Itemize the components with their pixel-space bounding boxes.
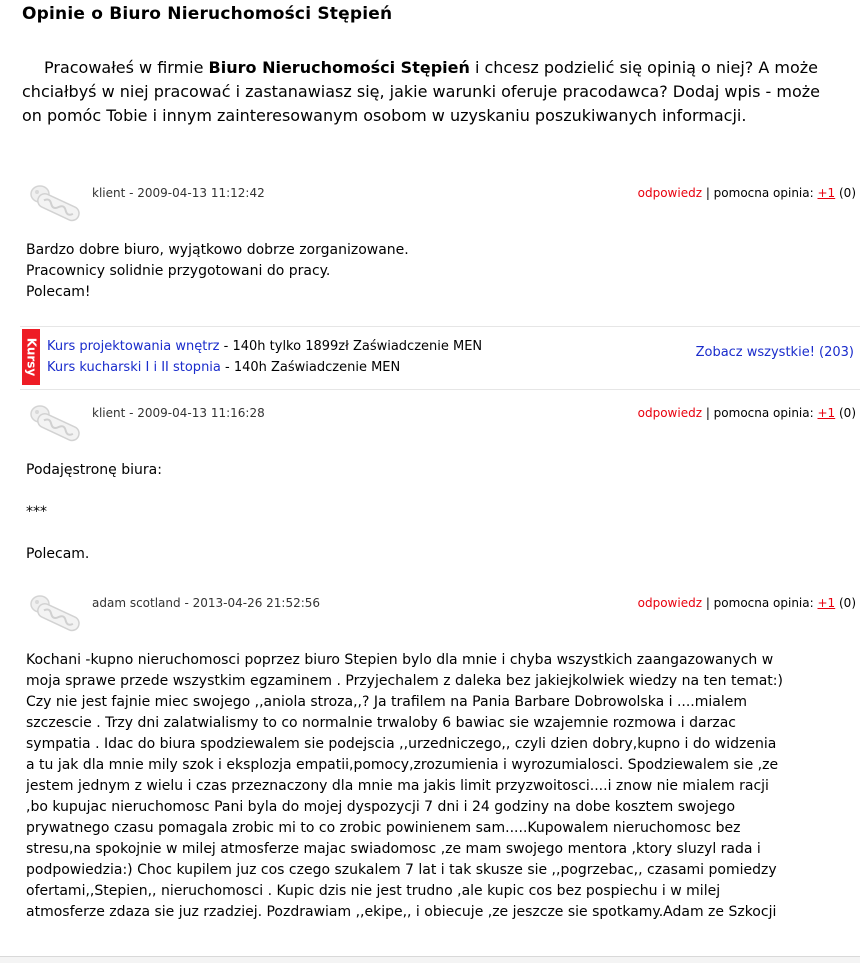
- vote-count: (0): [835, 186, 856, 200]
- upvote-link[interactable]: +1: [817, 406, 836, 420]
- post-text-line: ***: [26, 504, 47, 520]
- post-actions: [638, 186, 856, 200]
- vote-count: (0): [835, 406, 856, 420]
- ad-course-link[interactable]: Kurs kucharski I i II stopnia: [47, 360, 221, 375]
- post-header: [0, 402, 860, 450]
- post-actions: [638, 596, 856, 610]
- intro-before: Pracowałeś w firmie: [44, 58, 209, 77]
- post-text-line: Bardzo dobre biuro, wyjątkowo dobrze zorganizowane.: [26, 242, 409, 258]
- post-body: [26, 650, 786, 956]
- helpful-label: pomocna opinia:: [713, 406, 818, 420]
- post-text-line: Pracownicy solidnie przygotowani do pracy.: [26, 263, 331, 279]
- post-text-line: Kochani -kupno nieruchomosci poprzez biuro Stepien bylo dla mnie i chyba wszystkich zaangazowanych w moja sprawe przede wszystkim egzaminem . Przyjechalem z daleka bez jakiejkolwiek wiedzy na ten temat:) Czy nie jest fajnie miec swojego ,,aniola stroza,,? Ja trafilem na Pania Barbare Dobrowolska i ....mialem szczescie . Trzy dni zalatwialismy to co normalnie trwaloby 6 bawiac sie wzajemnie rozmowa i darzac sympatia . Idac do biura spodziewalem sie podejscia ,,urzedniczego,, czyli dzien dobry,kupno i do widzenia a tu jak dla mnie mily szok i eksplozja empatii,pomocy,zrozumienia i wyrozumialosci. Spodziewalem sie ,ze jestem jednym z wielu i czas przeznaczony dla mnie ma jakis limit przyzwoitosci....i znow nie mialem racji ,bo kupujac nieruchomosc Pani byla do mojej dyspozycji 7 dni i 24 godziny na dobe kosztem swojego prywatnego czasu pomagala zrobic mi to co zrobic powinienem sam.....Kupowalem nieruchomosc bez stresu,na spokojnie w milej atmosferze majac swiadomosc ,ze mam swojego mentora ,ktory sluzyl rada i podpowiedzia:) Choc kupilem juz cos czego szukalem 7 lat i tak skusze sie ,,pogrzebac,, czasami pomiedzy ofertami,,Stepien,, nieruchomosci . Kupic dzis nie jest trudno ,ale kupic cos bez pospiechu i w milej atmosferze zdaza sie juz rzadziej. Pozdrawiam ,,ekipe,, i obiecuje ,ze jeszcze sie spotkamy.Adam ze Szkocji: [26, 652, 783, 920]
- intro-company-name: Biuro Nieruchomości Stępień: [208, 58, 470, 77]
- reply-link[interactable]: odpowiedz: [637, 186, 702, 200]
- separator: |: [702, 186, 714, 200]
- intro-after: i chcesz podzielić się opinią o niej? A może chciałbyś w niej pracować i zastanawiasz się, jakie warunki oferuje pracodawca? Dodaj wpis - może on pomóc Tobie i innym zainteresowanym osobom w uzyskaniu poszukiwanych informacji.: [22, 58, 820, 125]
- reply-link[interactable]: odpowiedz: [637, 596, 702, 610]
- post-actions: [638, 406, 856, 420]
- anonymous-avatar-icon: [26, 402, 84, 446]
- post-author-date: adam scotland - 2013-04-26 21:52:56: [92, 596, 321, 610]
- post-header: [0, 592, 860, 640]
- upvote-link[interactable]: +1: [817, 186, 836, 200]
- post-body: [26, 460, 826, 565]
- window-bottom-edge: [0, 956, 860, 963]
- see-all-courses-link[interactable]: Zobacz wszystkie! (203): [695, 345, 854, 360]
- ad-line: [47, 360, 400, 375]
- anonymous-avatar-icon: [26, 182, 84, 226]
- post-author-date: klient - 2009-04-13 11:12:42: [92, 186, 265, 200]
- ad-course-link[interactable]: Kurs projektowania wnętrz: [47, 339, 220, 354]
- post-text-line: Polecam.: [26, 546, 90, 562]
- courses-ad: [20, 326, 860, 390]
- anonymous-avatar-icon: [26, 592, 84, 636]
- ad-course-details: - 140h tylko 1899zł Zaświadczenie MEN: [219, 339, 483, 354]
- post-text-line: Polecam!: [26, 284, 91, 300]
- upvote-link[interactable]: +1: [817, 596, 836, 610]
- separator: |: [702, 596, 714, 610]
- post-header: [0, 182, 860, 230]
- post-author-date: klient - 2009-04-13 11:16:28: [92, 406, 265, 420]
- ad-course-details: - 140h Zaświadczenie MEN: [220, 360, 401, 375]
- helpful-label: pomocna opinia:: [713, 186, 818, 200]
- post-text-line: Podajęstronę biura:: [26, 462, 162, 478]
- post-body: [26, 240, 826, 303]
- page-title: Opinie o Biuro Nieruchomości Stępień: [22, 4, 393, 24]
- helpful-label: pomocna opinia:: [713, 596, 818, 610]
- separator: |: [702, 406, 714, 420]
- reply-link[interactable]: odpowiedz: [637, 406, 702, 420]
- intro-text: [22, 56, 842, 128]
- ad-tag: Kursy: [22, 329, 40, 385]
- vote-count: (0): [835, 596, 856, 610]
- ad-line: [47, 339, 482, 354]
